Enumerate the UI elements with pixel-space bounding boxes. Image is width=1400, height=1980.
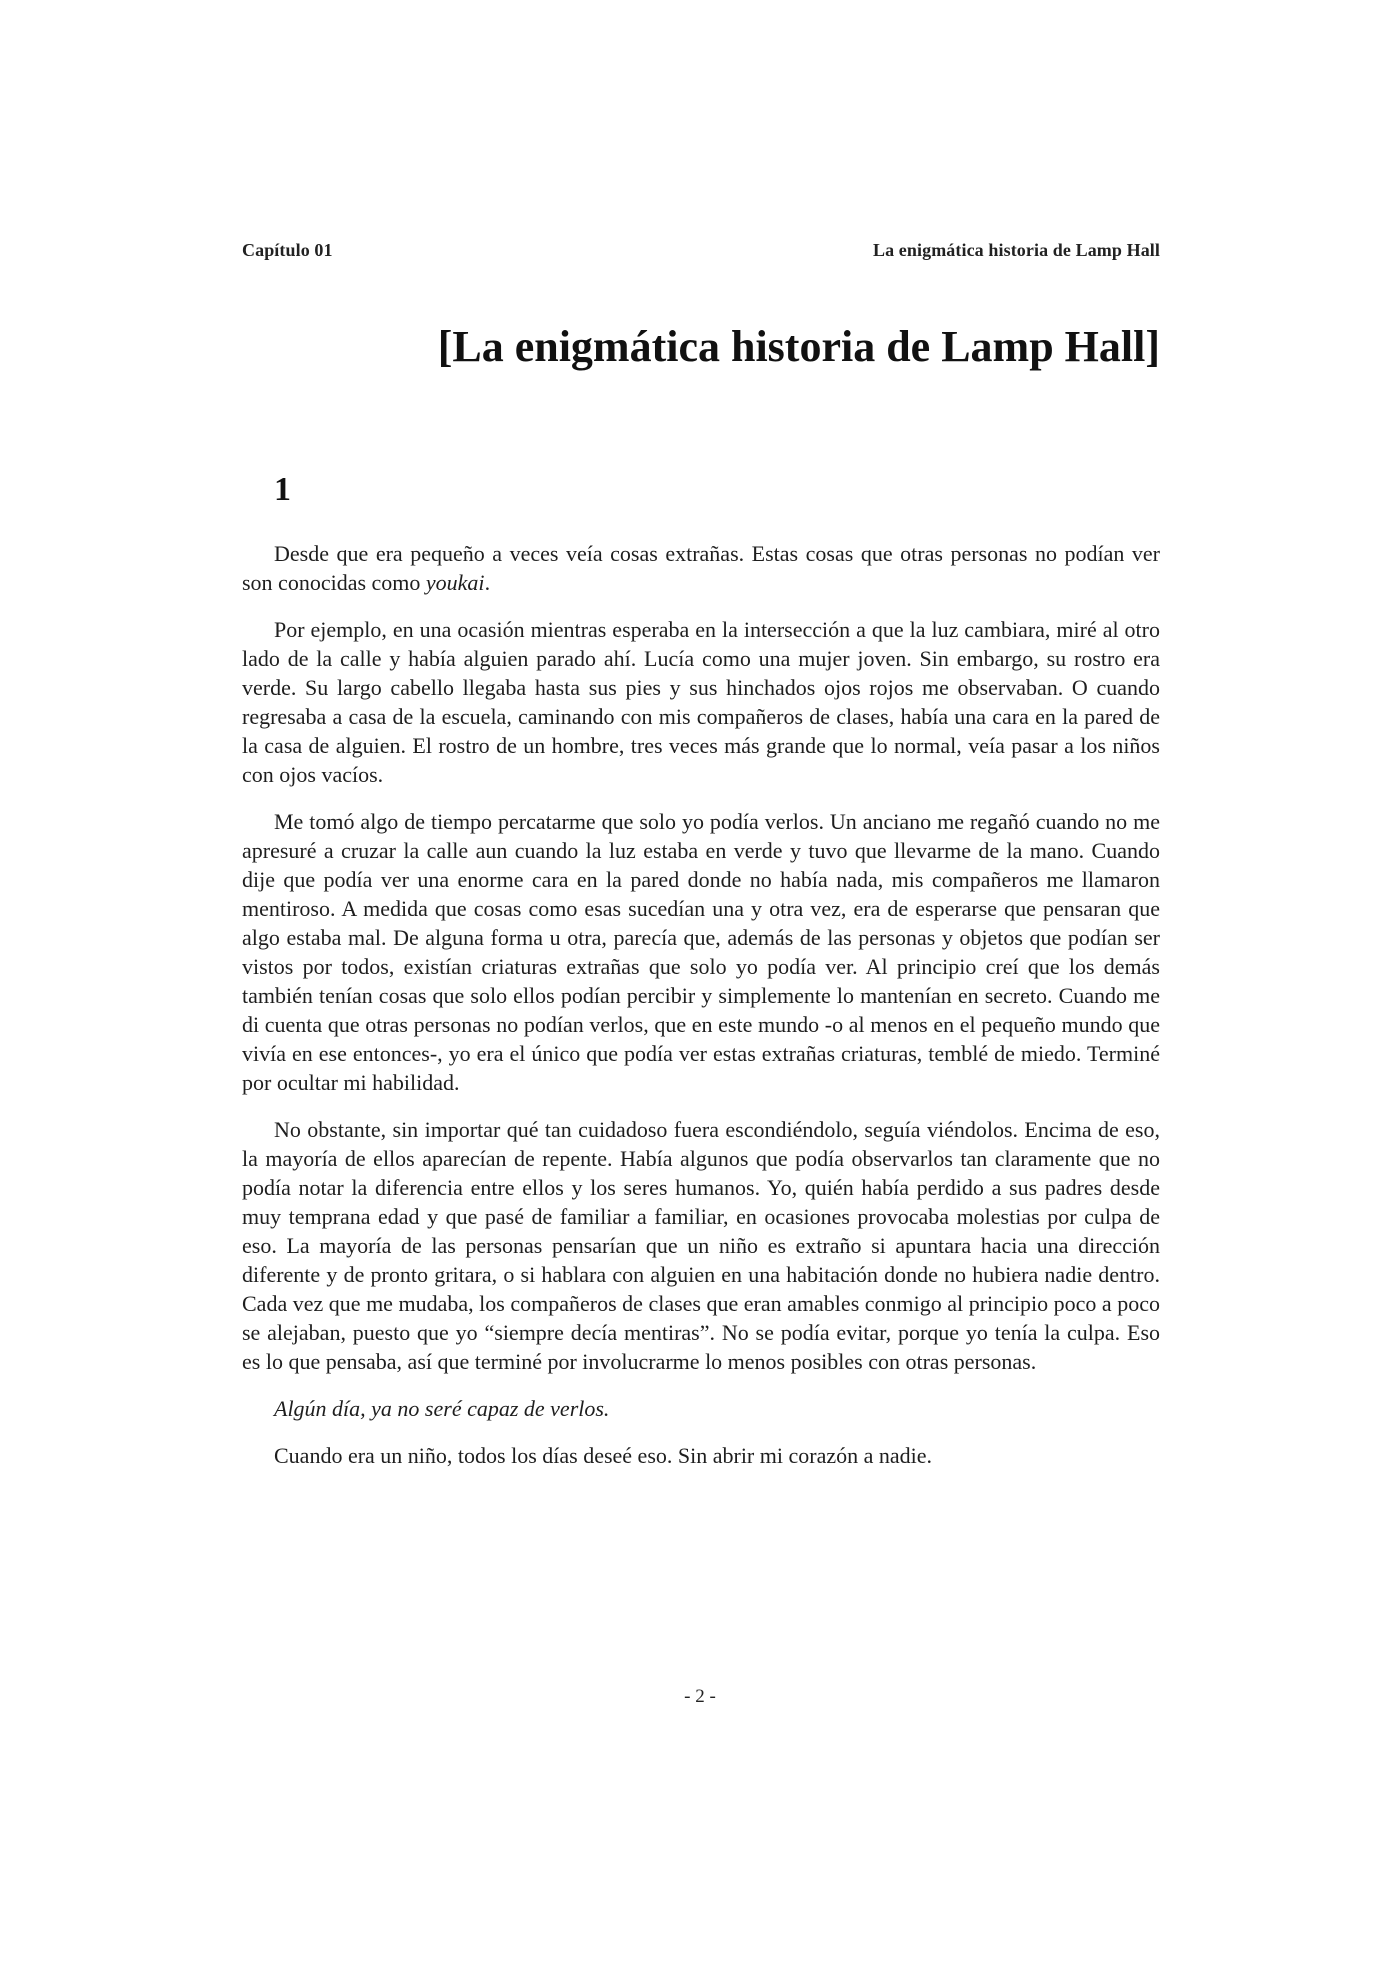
paragraph-1-italic-term: youkai bbox=[425, 570, 485, 596]
paragraph-1-end: . bbox=[484, 570, 491, 596]
document-page bbox=[242, 240, 1160, 1488]
page-number: - 2 - bbox=[684, 1686, 716, 1707]
paragraph-5-italic: Algún día, ya no seré capaz de verlos. bbox=[274, 1396, 610, 1422]
header-chapter-label: Capítulo 01 bbox=[242, 240, 333, 260]
chapter-title: [La enigmática historia de Lamp Hall] bbox=[437, 322, 1160, 371]
section-number: 1 bbox=[274, 471, 291, 509]
body-text bbox=[242, 539, 1160, 1470]
paragraph-1-text: Desde que era pequeño a veces veía cosas extrañas. Estas cosas que otras personas no podían ver son conocidas como bbox=[242, 541, 1160, 596]
paragraph-6: Cuando era un niño, todos los días deseé eso. Sin abrir mi corazón a nadie. bbox=[274, 1443, 933, 1469]
paragraph-3: Me tomó algo de tiempo percatarme que solo yo podía verlos. Un anciano me regañó cuando no me apresuré a cruzar la calle aun cuando la luz estaba en verde y tuvo que llevarme de la mano. Cuando dije que podía ver una enorme cara en la pared donde no había nada, mis compañeros me llamaron mentiroso. A medida que cosas como esas sucedían una y otra vez, era de esperarse que pensaran que algo estaba mal. De alguna forma u otra, parecía que, además de las personas y objetos que podían ser vistos por todos, existían criaturas extrañas que solo yo podía ver. Al principio creí que los demás también tenían cosas que solo ellos podían percibir y simplemente lo mantenían en secreto. Cuando me di cuenta que otras personas no podían verlos, que en este mundo -o al menos en el pequeño mundo que vivía en ese entonces-, yo era el único que podía ver estas extrañas criaturas, temblé de miedo. Terminé por ocultar mi habilidad. bbox=[242, 809, 1160, 1096]
paragraph-2: Por ejemplo, en una ocasión mientras esperaba en la intersección a que la luz cambiara, miré al otro lado de la calle y había alguien parado ahí. Lucía como una mujer joven. Sin embargo, su rostro era verde. Su largo cabello llegaba hasta sus pies y sus hinchados ojos rojos me observaban. O cuando regresaba a casa de la escuela, caminando con mis compañeros de clases, había una cara en la pared de la casa de alguien. El rostro de un hombre, tres veces más grande que lo normal, veía pasar a los niños con ojos vacíos. bbox=[242, 617, 1160, 788]
paragraph-4: No obstante, sin importar qué tan cuidadoso fuera escondiéndolo, seguía viéndolos. Encima de eso, la mayoría de ellos aparecían de repente. Había algunos que podía observarlos tan claramente que no podía notar la diferencia entre ellos y los seres humanos. Yo, quién había perdido a sus padres desde muy temprana edad y que pasé de familiar a familiar, en ocasiones provocaba molestias por culpa de eso. La mayoría de las personas pensarían que un niño es extraño si apuntara hacia una dirección diferente y de pronto gritara, o si hablara con alguien en una habitación donde no hubiera nadie dentro. Cada vez que me mudaba, los compañeros de clases que eran amables conmigo al principio poco a poco se alejaban, puesto que yo “siempre decía mentiras”. No se podía evitar, porque yo tenía la culpa. Eso es lo que pensaba, así que terminé por involucrarme lo menos posibles con otras personas. bbox=[242, 1117, 1160, 1375]
paragraph-1 bbox=[242, 539, 1160, 597]
running-header bbox=[242, 240, 1160, 261]
header-book-title: La enigmática historia de Lamp Hall bbox=[873, 240, 1160, 260]
